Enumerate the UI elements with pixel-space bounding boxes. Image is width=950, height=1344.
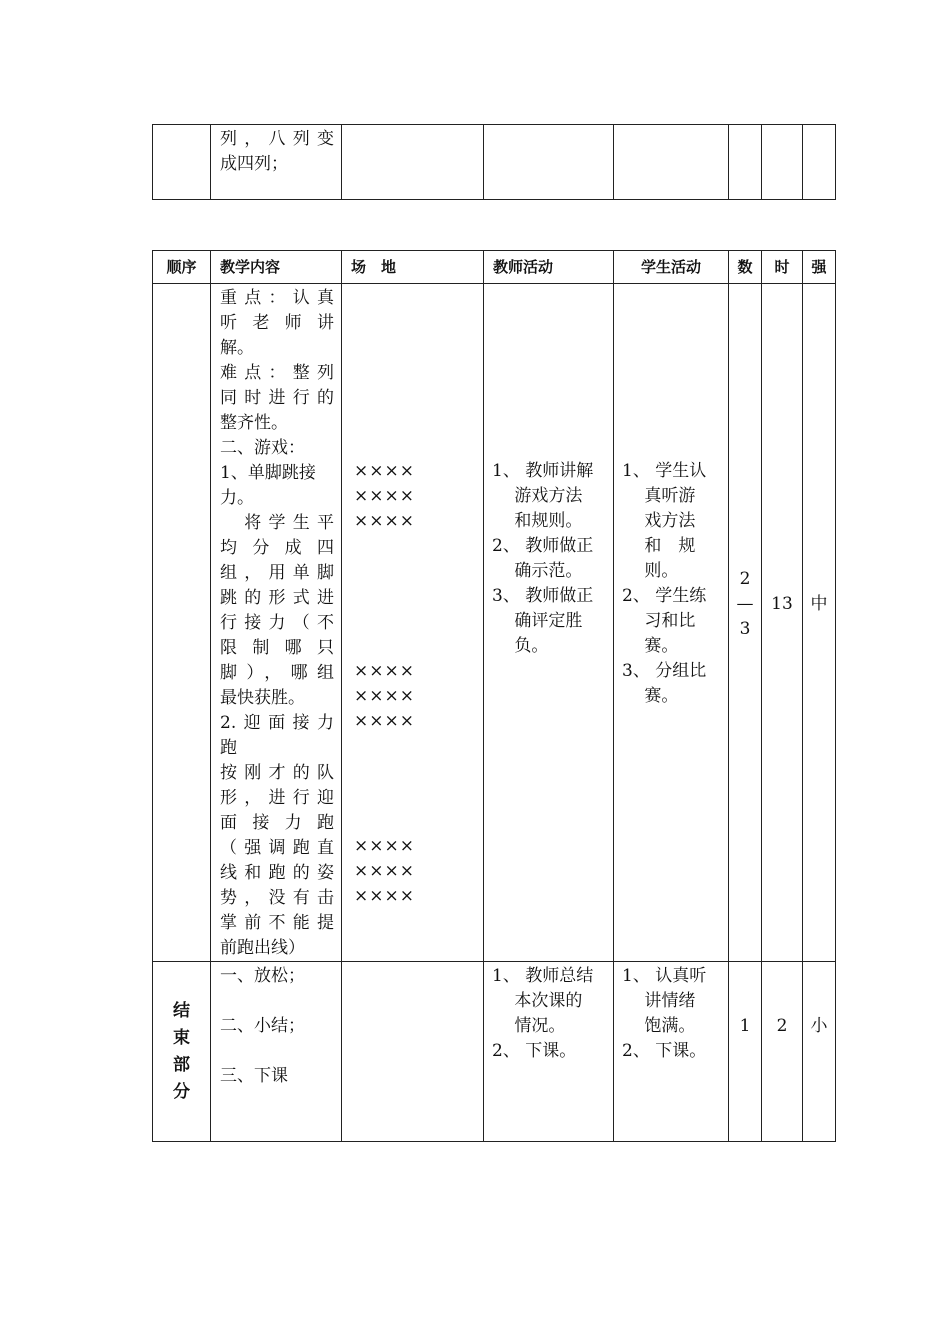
intensity-cell — [803, 962, 836, 1142]
content-line — [220, 1039, 334, 1064]
seq-cell — [153, 125, 211, 200]
formation-row: ×××× — [354, 861, 415, 881]
content-line: 将学生平 — [220, 513, 334, 533]
student-cell — [614, 962, 729, 1142]
content-line: 形，进行迎 — [220, 788, 334, 808]
content-line: 二、游戏： — [220, 438, 305, 458]
content-line: 面接力跑 — [220, 813, 334, 833]
teacher-line: 1、 教师讲解 — [492, 461, 594, 481]
student-line: 则。 — [622, 561, 679, 581]
teacher-line: 2、 下课。 — [492, 1041, 577, 1061]
header-time: 时 — [762, 251, 803, 284]
content-line: 成四列； — [220, 154, 288, 174]
formation-row: ×××× — [354, 686, 415, 706]
teacher-cell — [484, 284, 614, 962]
content-line: 难点：整列 — [220, 363, 334, 383]
formation-diagram-2 — [342, 659, 483, 734]
student-line: 赛。 — [622, 636, 679, 656]
formation-row: ×××× — [354, 886, 415, 906]
teacher-activity-list — [484, 962, 613, 1064]
header-content: 教学内容 — [211, 251, 342, 284]
continuation-table — [152, 124, 836, 200]
seq-cell — [153, 284, 211, 962]
content-line: 掌前不能提 — [220, 913, 334, 933]
student-line: 真听游 — [622, 486, 696, 506]
time-cell — [762, 962, 803, 1142]
field-cell — [342, 962, 484, 1142]
content-line: （强调跑直 — [220, 838, 334, 858]
header-field: 场 地 — [342, 251, 484, 284]
content-line: 1、单脚跳接 — [220, 463, 316, 483]
teacher-line: 游戏方法 — [492, 486, 583, 506]
teacher-line: 本次课的 — [492, 991, 583, 1011]
ending-row — [153, 962, 836, 1142]
content-line: 脚），哪组 — [220, 663, 334, 683]
section-label-char: 分 — [173, 1081, 190, 1102]
header-student: 学生活动 — [614, 251, 729, 284]
content-line — [220, 989, 334, 1014]
section-label-char: 束 — [173, 1027, 190, 1048]
content-line: 跑 — [220, 738, 237, 758]
student-line: 习和比 — [622, 611, 696, 631]
section-label-char: 结 — [173, 1000, 190, 1021]
student-line: 饱满。 — [622, 1016, 696, 1036]
teacher-line: 2、 教师做正 — [492, 536, 594, 556]
content-cell — [211, 962, 342, 1142]
intensity-value: 小 — [810, 1016, 828, 1036]
rep-count-line: — — [736, 594, 754, 614]
field-cell — [342, 125, 484, 200]
num-cell — [729, 284, 762, 962]
content-line: 听老师讲 — [220, 313, 334, 333]
content-line: 解。 — [220, 338, 254, 358]
formation-diagram-3 — [342, 834, 483, 909]
content-line: 前跑出线） — [220, 938, 305, 958]
header-teacher: 教师活动 — [484, 251, 614, 284]
content-line: 组，用单脚 — [220, 563, 334, 583]
student-line: 2、 学生练 — [622, 586, 707, 606]
student-line: 3、 分组比 — [622, 661, 707, 681]
teacher-line: 1、 教师总结 — [492, 966, 594, 986]
student-line: 1、 认真听 — [622, 966, 707, 986]
student-cell — [614, 284, 729, 962]
content-line: 同时进行的 — [220, 388, 334, 408]
student-activity-list — [614, 962, 728, 1064]
header-row — [153, 251, 836, 284]
section-label-char: 部 — [173, 1054, 190, 1075]
formation-row: ×××× — [354, 486, 415, 506]
header-seq: 顺序 — [153, 251, 211, 284]
content-line: 按刚才的队 — [220, 763, 334, 783]
content-line: 一、放松； — [220, 966, 305, 986]
student-line: 讲情绪 — [622, 991, 696, 1011]
content-cell — [211, 125, 342, 200]
teacher-line: 负。 — [492, 636, 549, 656]
content-line: 重点：认真 — [220, 288, 334, 308]
rep-count: 1 — [739, 1016, 751, 1036]
teacher-activity-list — [492, 459, 609, 659]
content-line: 力。 — [220, 488, 254, 508]
formation-row: ×××× — [354, 711, 415, 731]
intensity-cell — [803, 284, 836, 962]
intensity-cell — [803, 125, 836, 200]
rep-count — [729, 567, 761, 642]
content-line: 最快获胜。 — [220, 688, 305, 708]
rep-count-line: 3 — [739, 619, 751, 639]
student-line: 戏方法 — [622, 511, 696, 531]
content-line: 整齐性。 — [220, 413, 288, 433]
formation-diagram-1 — [342, 459, 483, 534]
teacher-line: 和规则。 — [492, 511, 583, 531]
intensity-value: 中 — [810, 594, 828, 614]
teacher-line: 确示范。 — [492, 561, 583, 581]
formation-row: ×××× — [354, 511, 415, 531]
time-cell — [762, 284, 803, 962]
lesson-plan-table — [152, 250, 836, 1142]
section-label-ending — [153, 962, 211, 1142]
content-line: 限制哪只 — [220, 638, 334, 658]
duration-value: 2 — [776, 1016, 788, 1036]
student-line: 和 规 — [622, 536, 696, 556]
game-row — [153, 284, 836, 962]
content-line: 势，没有击 — [220, 888, 334, 908]
student-cell — [614, 125, 729, 200]
time-cell — [762, 125, 803, 200]
duration-value: 13 — [771, 594, 793, 614]
teacher-line: 确评定胜 — [492, 611, 583, 631]
formation-row: ×××× — [354, 661, 415, 681]
student-line: 1、 学生认 — [622, 461, 707, 481]
content-cell — [211, 284, 342, 962]
teacher-line: 情况。 — [492, 1016, 566, 1036]
content-line: 均分成四 — [220, 538, 334, 558]
content-line: 跳的形式进 — [220, 588, 334, 608]
field-cell — [342, 284, 484, 962]
content-line: 二、小结； — [220, 1016, 305, 1036]
content-line: 线和跑的姿 — [220, 863, 334, 883]
header-intensity: 强 — [803, 251, 836, 284]
teacher-cell — [484, 962, 614, 1142]
num-cell — [729, 962, 762, 1142]
teacher-cell — [484, 125, 614, 200]
formation-row: ×××× — [354, 461, 415, 481]
formation-row: ×××× — [354, 836, 415, 856]
student-activity-list — [622, 459, 724, 709]
num-cell — [729, 125, 762, 200]
teacher-line: 3、 教师做正 — [492, 586, 594, 606]
content-line: 2.迎面接力 — [220, 713, 334, 733]
content-line: 列，八列变 — [220, 129, 334, 149]
rep-count-line: 2 — [739, 569, 751, 589]
header-num: 数 — [729, 251, 762, 284]
student-line: 赛。 — [622, 686, 679, 706]
content-line: 行接力（不 — [220, 613, 334, 633]
content-line: 三、下课 — [220, 1066, 288, 1086]
student-line: 2、 下课。 — [622, 1041, 707, 1061]
